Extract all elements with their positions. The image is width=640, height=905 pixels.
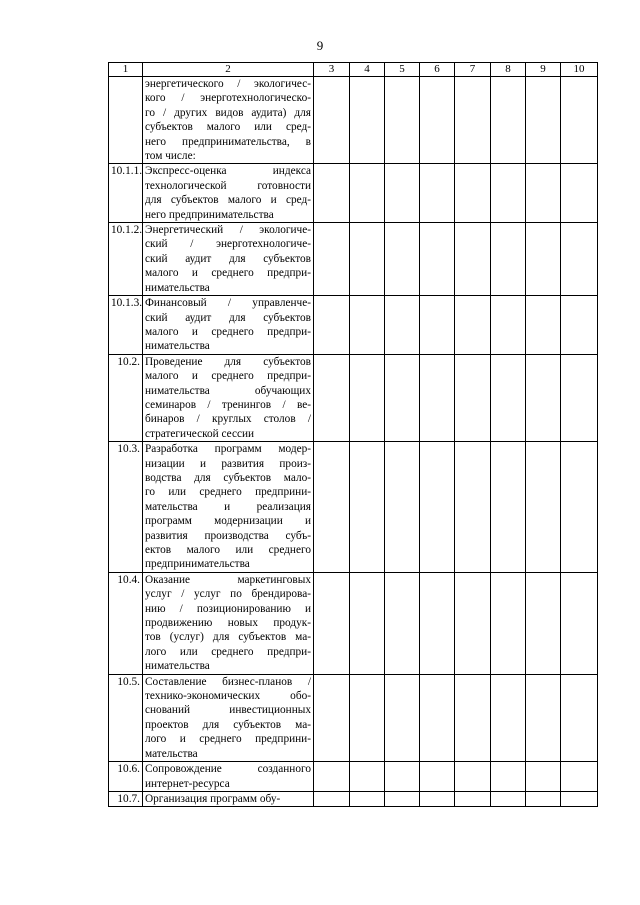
description-line: нию / позиционированию и	[145, 602, 311, 615]
value-cell-col-7	[455, 296, 491, 355]
value-cell-col-8	[491, 762, 526, 792]
value-cell-col-5	[385, 674, 420, 761]
description-line: малого и среднего предпри-	[145, 267, 311, 280]
row-description	[143, 442, 314, 573]
value-cell-col-7	[455, 223, 491, 296]
value-cell-col-4	[350, 762, 385, 792]
value-cell-col-4	[350, 296, 385, 355]
table-row	[109, 674, 598, 761]
description-line: том числе:	[145, 150, 196, 163]
value-cell-col-4	[350, 791, 385, 806]
activities-table	[108, 62, 598, 807]
description-line: мательства и реализация	[145, 500, 311, 513]
value-cell-col-4	[350, 77, 385, 164]
value-cell-col-9	[526, 354, 561, 441]
description-line: семинаров / тренингов / ве-	[145, 398, 311, 411]
value-cell-col-3	[314, 164, 350, 223]
table-row	[109, 296, 598, 355]
description-line: Энергетический / экологиче-	[145, 224, 311, 237]
description-line: продвижению новых продук-	[145, 617, 311, 630]
column-header-2: 2	[143, 63, 314, 77]
value-cell-col-3	[314, 223, 350, 296]
value-cell-col-6	[420, 791, 455, 806]
table-row	[109, 77, 598, 164]
value-cell-col-7	[455, 572, 491, 674]
value-cell-col-4	[350, 164, 385, 223]
value-cell-col-6	[420, 674, 455, 761]
row-description	[143, 77, 314, 164]
description-line: Сопровождение созданного	[145, 763, 311, 776]
description-line: бинаров / круглых столов /	[145, 413, 311, 426]
value-cell-col-9	[526, 164, 561, 223]
description-line: нимательства	[145, 281, 210, 294]
description-line: программ модернизации и	[145, 515, 311, 528]
value-cell-col-4	[350, 674, 385, 761]
description-line: технологической готовности	[145, 179, 311, 192]
header-row	[109, 63, 598, 77]
value-cell-col-3	[314, 791, 350, 806]
page-number: 9	[316, 38, 324, 53]
description-line: Оказание маркетинговых	[145, 573, 311, 586]
value-cell-col-5	[385, 572, 420, 674]
value-cell-col-9	[526, 77, 561, 164]
description-line: проектов для субъектов ма-	[145, 718, 311, 731]
value-cell-col-9	[526, 674, 561, 761]
value-cell-col-3	[314, 354, 350, 441]
table-row	[109, 164, 598, 223]
value-cell-col-5	[385, 762, 420, 792]
table-row	[109, 442, 598, 573]
description-line: Составление бизнес-планов /	[145, 675, 311, 688]
table-row	[109, 354, 598, 441]
description-line: интернет-ресурса	[145, 777, 230, 790]
row-number: 10.1.2.	[109, 223, 143, 296]
description-line: Разработка программ модер-	[145, 443, 311, 456]
description-line: лого или среднего предпри-	[145, 645, 311, 658]
value-cell-col-6	[420, 223, 455, 296]
description-line: го или среднего предприни-	[145, 486, 311, 499]
value-cell-col-5	[385, 354, 420, 441]
table-row	[109, 572, 598, 674]
description-line: Экспресс-оценка индекса	[145, 165, 311, 178]
value-cell-col-7	[455, 354, 491, 441]
value-cell-col-10	[561, 77, 598, 164]
description-line: технико-экономических обо-	[145, 690, 311, 703]
description-line: услуг / услуг по брендирова-	[145, 588, 311, 601]
row-description	[143, 164, 314, 223]
row-description	[143, 354, 314, 441]
description-line: ский / энерготехнологиче-	[145, 238, 311, 251]
value-cell-col-6	[420, 296, 455, 355]
value-cell-col-8	[491, 296, 526, 355]
row-number: 10.7.	[109, 791, 143, 806]
value-cell-col-6	[420, 442, 455, 573]
description-line: малого и среднего предпри-	[145, 325, 311, 338]
value-cell-col-8	[491, 572, 526, 674]
value-cell-col-3	[314, 674, 350, 761]
description-line: него предпринимательства	[145, 208, 274, 221]
description-line: снований инвестиционных	[145, 704, 311, 717]
value-cell-col-7	[455, 164, 491, 223]
description-line: водства для субъектов мало-	[145, 471, 311, 484]
value-cell-col-8	[491, 354, 526, 441]
value-cell-col-9	[526, 791, 561, 806]
row-number: 10.6.	[109, 762, 143, 792]
column-header-1: 1	[109, 63, 143, 77]
row-description	[143, 791, 314, 806]
description-line: ский аудит для субъектов	[145, 252, 311, 265]
description-line: предпринимательства	[145, 558, 250, 571]
value-cell-col-7	[455, 442, 491, 573]
description-line: го / других видов аудита) для	[145, 106, 311, 119]
value-cell-col-8	[491, 791, 526, 806]
description-line: лого и среднего предприни-	[145, 733, 311, 746]
description-line: кого / энерготехнологическо-	[145, 92, 311, 105]
table-row	[109, 762, 598, 792]
column-header-9: 9	[526, 63, 561, 77]
value-cell-col-10	[561, 296, 598, 355]
description-line: малого и среднего предпри-	[145, 370, 311, 383]
description-line: тов (услуг) для субъектов ма-	[145, 631, 311, 644]
column-header-3: 3	[314, 63, 350, 77]
row-number: 10.5.	[109, 674, 143, 761]
value-cell-col-7	[455, 791, 491, 806]
row-number: 10.2.	[109, 354, 143, 441]
value-cell-col-6	[420, 762, 455, 792]
description-line: нимательства	[145, 660, 210, 673]
value-cell-col-10	[561, 223, 598, 296]
value-cell-col-3	[314, 296, 350, 355]
value-cell-col-8	[491, 77, 526, 164]
column-header-6: 6	[420, 63, 455, 77]
description-line: субъектов малого или сред-	[145, 121, 311, 134]
value-cell-col-3	[314, 572, 350, 674]
value-cell-col-6	[420, 354, 455, 441]
description-line: мательства	[145, 747, 198, 760]
description-line: ектов малого или среднего	[145, 544, 311, 556]
value-cell-col-8	[491, 442, 526, 573]
column-header-5: 5	[385, 63, 420, 77]
row-description	[143, 674, 314, 761]
table-row	[109, 791, 598, 806]
value-cell-col-3	[314, 77, 350, 164]
description-line: Проведение для субъектов	[145, 355, 311, 368]
value-cell-col-10	[561, 674, 598, 761]
value-cell-col-6	[420, 77, 455, 164]
value-cell-col-7	[455, 762, 491, 792]
row-number: 10.4.	[109, 572, 143, 674]
value-cell-col-5	[385, 296, 420, 355]
value-cell-col-6	[420, 572, 455, 674]
value-cell-col-4	[350, 442, 385, 573]
column-header-8: 8	[491, 63, 526, 77]
value-cell-col-9	[526, 442, 561, 573]
value-cell-col-3	[314, 442, 350, 573]
column-header-7: 7	[455, 63, 491, 77]
value-cell-col-9	[526, 223, 561, 296]
value-cell-col-5	[385, 791, 420, 806]
value-cell-col-10	[561, 354, 598, 441]
value-cell-col-4	[350, 354, 385, 441]
value-cell-col-3	[314, 762, 350, 792]
row-number	[109, 77, 143, 164]
row-description	[143, 572, 314, 674]
value-cell-col-5	[385, 164, 420, 223]
value-cell-col-4	[350, 572, 385, 674]
value-cell-col-4	[350, 223, 385, 296]
description-line: развития производства субъ-	[145, 529, 311, 542]
value-cell-col-10	[561, 442, 598, 573]
column-header-10: 10	[561, 63, 598, 77]
value-cell-col-10	[561, 164, 598, 223]
value-cell-col-9	[526, 762, 561, 792]
value-cell-col-5	[385, 442, 420, 573]
value-cell-col-9	[526, 296, 561, 355]
value-cell-col-9	[526, 572, 561, 674]
description-line: нимательства	[145, 340, 210, 353]
value-cell-col-8	[491, 674, 526, 761]
value-cell-col-7	[455, 674, 491, 761]
row-number: 10.1.3.	[109, 296, 143, 355]
row-description	[143, 296, 314, 355]
value-cell-col-5	[385, 77, 420, 164]
value-cell-col-6	[420, 164, 455, 223]
row-number: 10.3.	[109, 442, 143, 573]
description-line: нимательства обучающих	[145, 384, 311, 397]
value-cell-col-8	[491, 164, 526, 223]
table-row	[109, 223, 598, 296]
description-line: ский аудит для субъектов	[145, 311, 311, 324]
value-cell-col-10	[561, 762, 598, 792]
description-line: для субъектов малого и сред-	[145, 194, 311, 207]
description-line: Финансовый / управленче-	[145, 297, 311, 310]
value-cell-col-5	[385, 223, 420, 296]
row-description	[143, 223, 314, 296]
value-cell-col-10	[561, 572, 598, 674]
description-line: него предпринимательства, в	[145, 135, 311, 148]
row-description	[143, 762, 314, 792]
description-line: стратегической сессии	[145, 427, 255, 440]
description-line: низации и развития произ-	[145, 457, 311, 470]
row-number: 10.1.1.	[109, 164, 143, 223]
value-cell-col-8	[491, 223, 526, 296]
value-cell-col-10	[561, 791, 598, 806]
column-header-4: 4	[350, 63, 385, 77]
description-line: энергетического / экологичес-	[145, 78, 311, 90]
value-cell-col-7	[455, 77, 491, 164]
description-line: Организация программ обу-	[145, 792, 281, 805]
